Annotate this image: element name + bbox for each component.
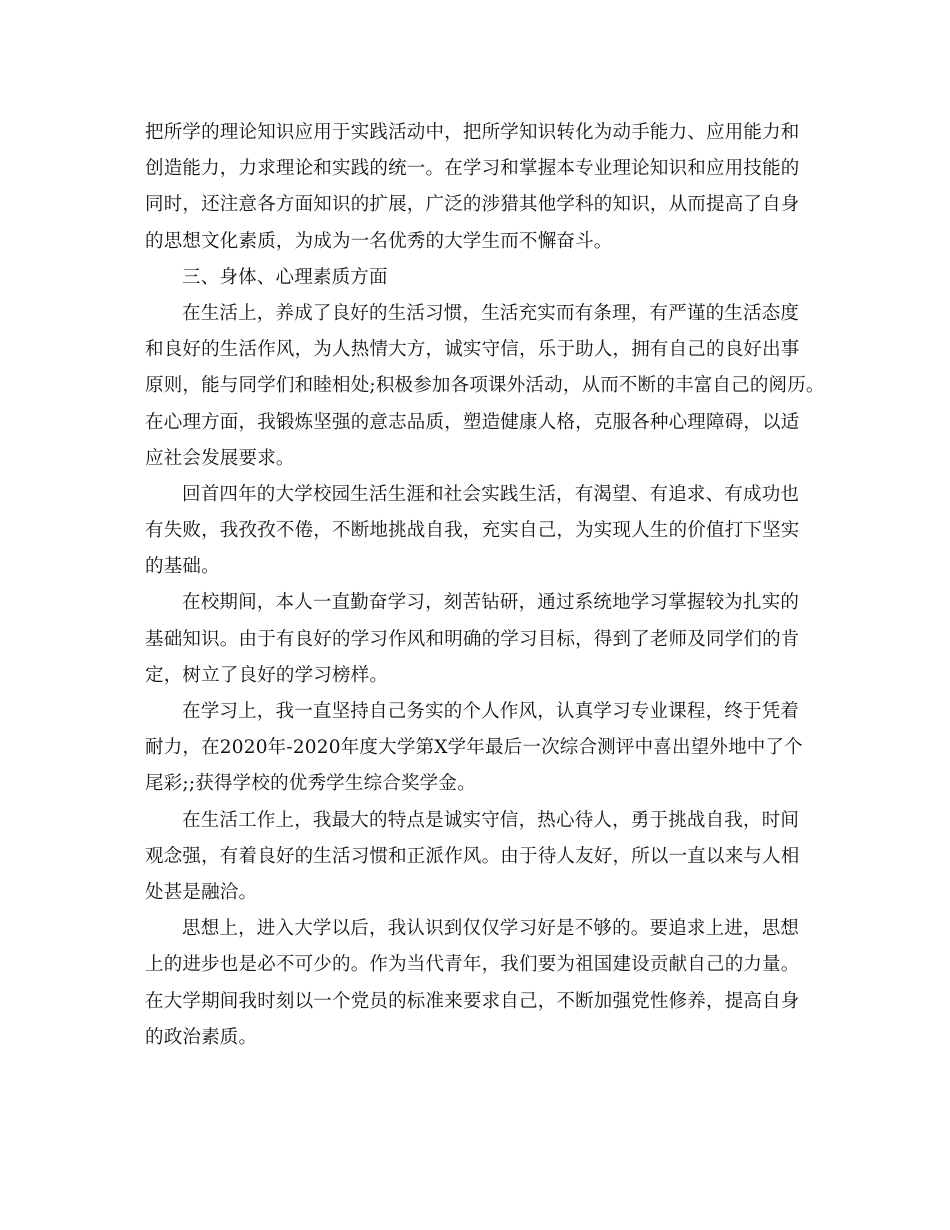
paragraph-line: 同时，还注意各方面知识的扩展，广泛的涉猎其他学科的知识，从而提高了自身	[145, 194, 800, 216]
paragraph-line: 定，树立了良好的学习榜样。	[145, 664, 389, 686]
paragraph-line: 的基础。	[145, 556, 220, 578]
paragraph-line: 上的进步也是必不可少的。作为当代青年，我们要为祖国建设贡献自己的力量。	[145, 954, 800, 976]
paragraph-line: 耐力，在2020年-2020年度大学第X学年最后一次综合测评中喜出望外地中了个	[145, 737, 803, 759]
paragraph-line: 的政治素质。	[145, 1026, 258, 1048]
paragraph-line: 的思想文化素质，为成为一名优秀的大学生而不懈奋斗。	[145, 230, 613, 252]
paragraph-line: 观念强，有着良好的生活习惯和正派作风。由于待人友好，所以一直以来与人相	[145, 845, 800, 867]
paragraph-first-line: 在学习上，我一直坚持自己务实的个人作风，认真学习专业课程，终于凭着	[182, 701, 800, 722]
paragraph-first-line: 在校期间，本人一直勤奋学习，刻苦钻研，通过系统地学习掌握较为扎实的	[182, 592, 800, 614]
paragraph-first-line: 三、身体、心理素质方面	[182, 266, 388, 288]
paragraph-line: 基础知识。由于有良好的学习作风和明确的学习目标，得到了老师及同学们的肯	[145, 628, 800, 650]
paragraph-line: 在心理方面，我锻炼坚强的意志品质，塑造健康人格，克服各种心理障碍，以适	[145, 411, 800, 433]
paragraph-line: 尾彩;;获得学校的优秀学生综合奖学金。	[145, 773, 476, 795]
paragraph-line: 应社会发展要求。	[145, 447, 295, 469]
paragraph-line: 原则，能与同学们和睦相处;积极参加各项课外活动，从而不断的丰富自己的阅历。	[145, 375, 825, 397]
paragraph-first-line: 在生活上，养成了良好的生活习惯，生活充实而有条理，有严谨的生活态度	[182, 302, 800, 324]
paragraph-line: 把所学的理论知识应用于实践活动中，把所学知识转化为动手能力、应用能力和	[145, 122, 800, 143]
paragraph-line: 创造能力，力求理论和实践的统一。在学习和掌握本专业理论知识和应用技能的	[145, 158, 800, 180]
paragraph-first-line: 思想上，进入大学以后，我认识到仅仅学习好是不够的。要追求上进，思想	[182, 918, 800, 940]
paragraph-first-line: 在生活工作上，我最大的特点是诚实守信，热心待人，勇于挑战自我，时间	[182, 809, 800, 831]
paragraph-line: 在大学期间我时刻以一个党员的标准来要求自己，不断加强党性修养，提高自身	[145, 990, 800, 1012]
document-body	[145, 115, 835, 1056]
paragraph-line: 处甚是融洽。	[145, 881, 258, 903]
paragraph-first-line: 回首四年的大学校园生活生涯和社会实践生活，有渴望、有追求、有成功也	[182, 483, 800, 505]
paragraph-line: 有失败，我孜孜不倦，不断地挑战自我，充实自己，为实现人生的价值打下坚实	[145, 520, 800, 542]
paragraph-line: 和良好的生活作风，为人热情大方，诚实守信，乐于助人，拥有自己的良好出事	[145, 339, 800, 361]
